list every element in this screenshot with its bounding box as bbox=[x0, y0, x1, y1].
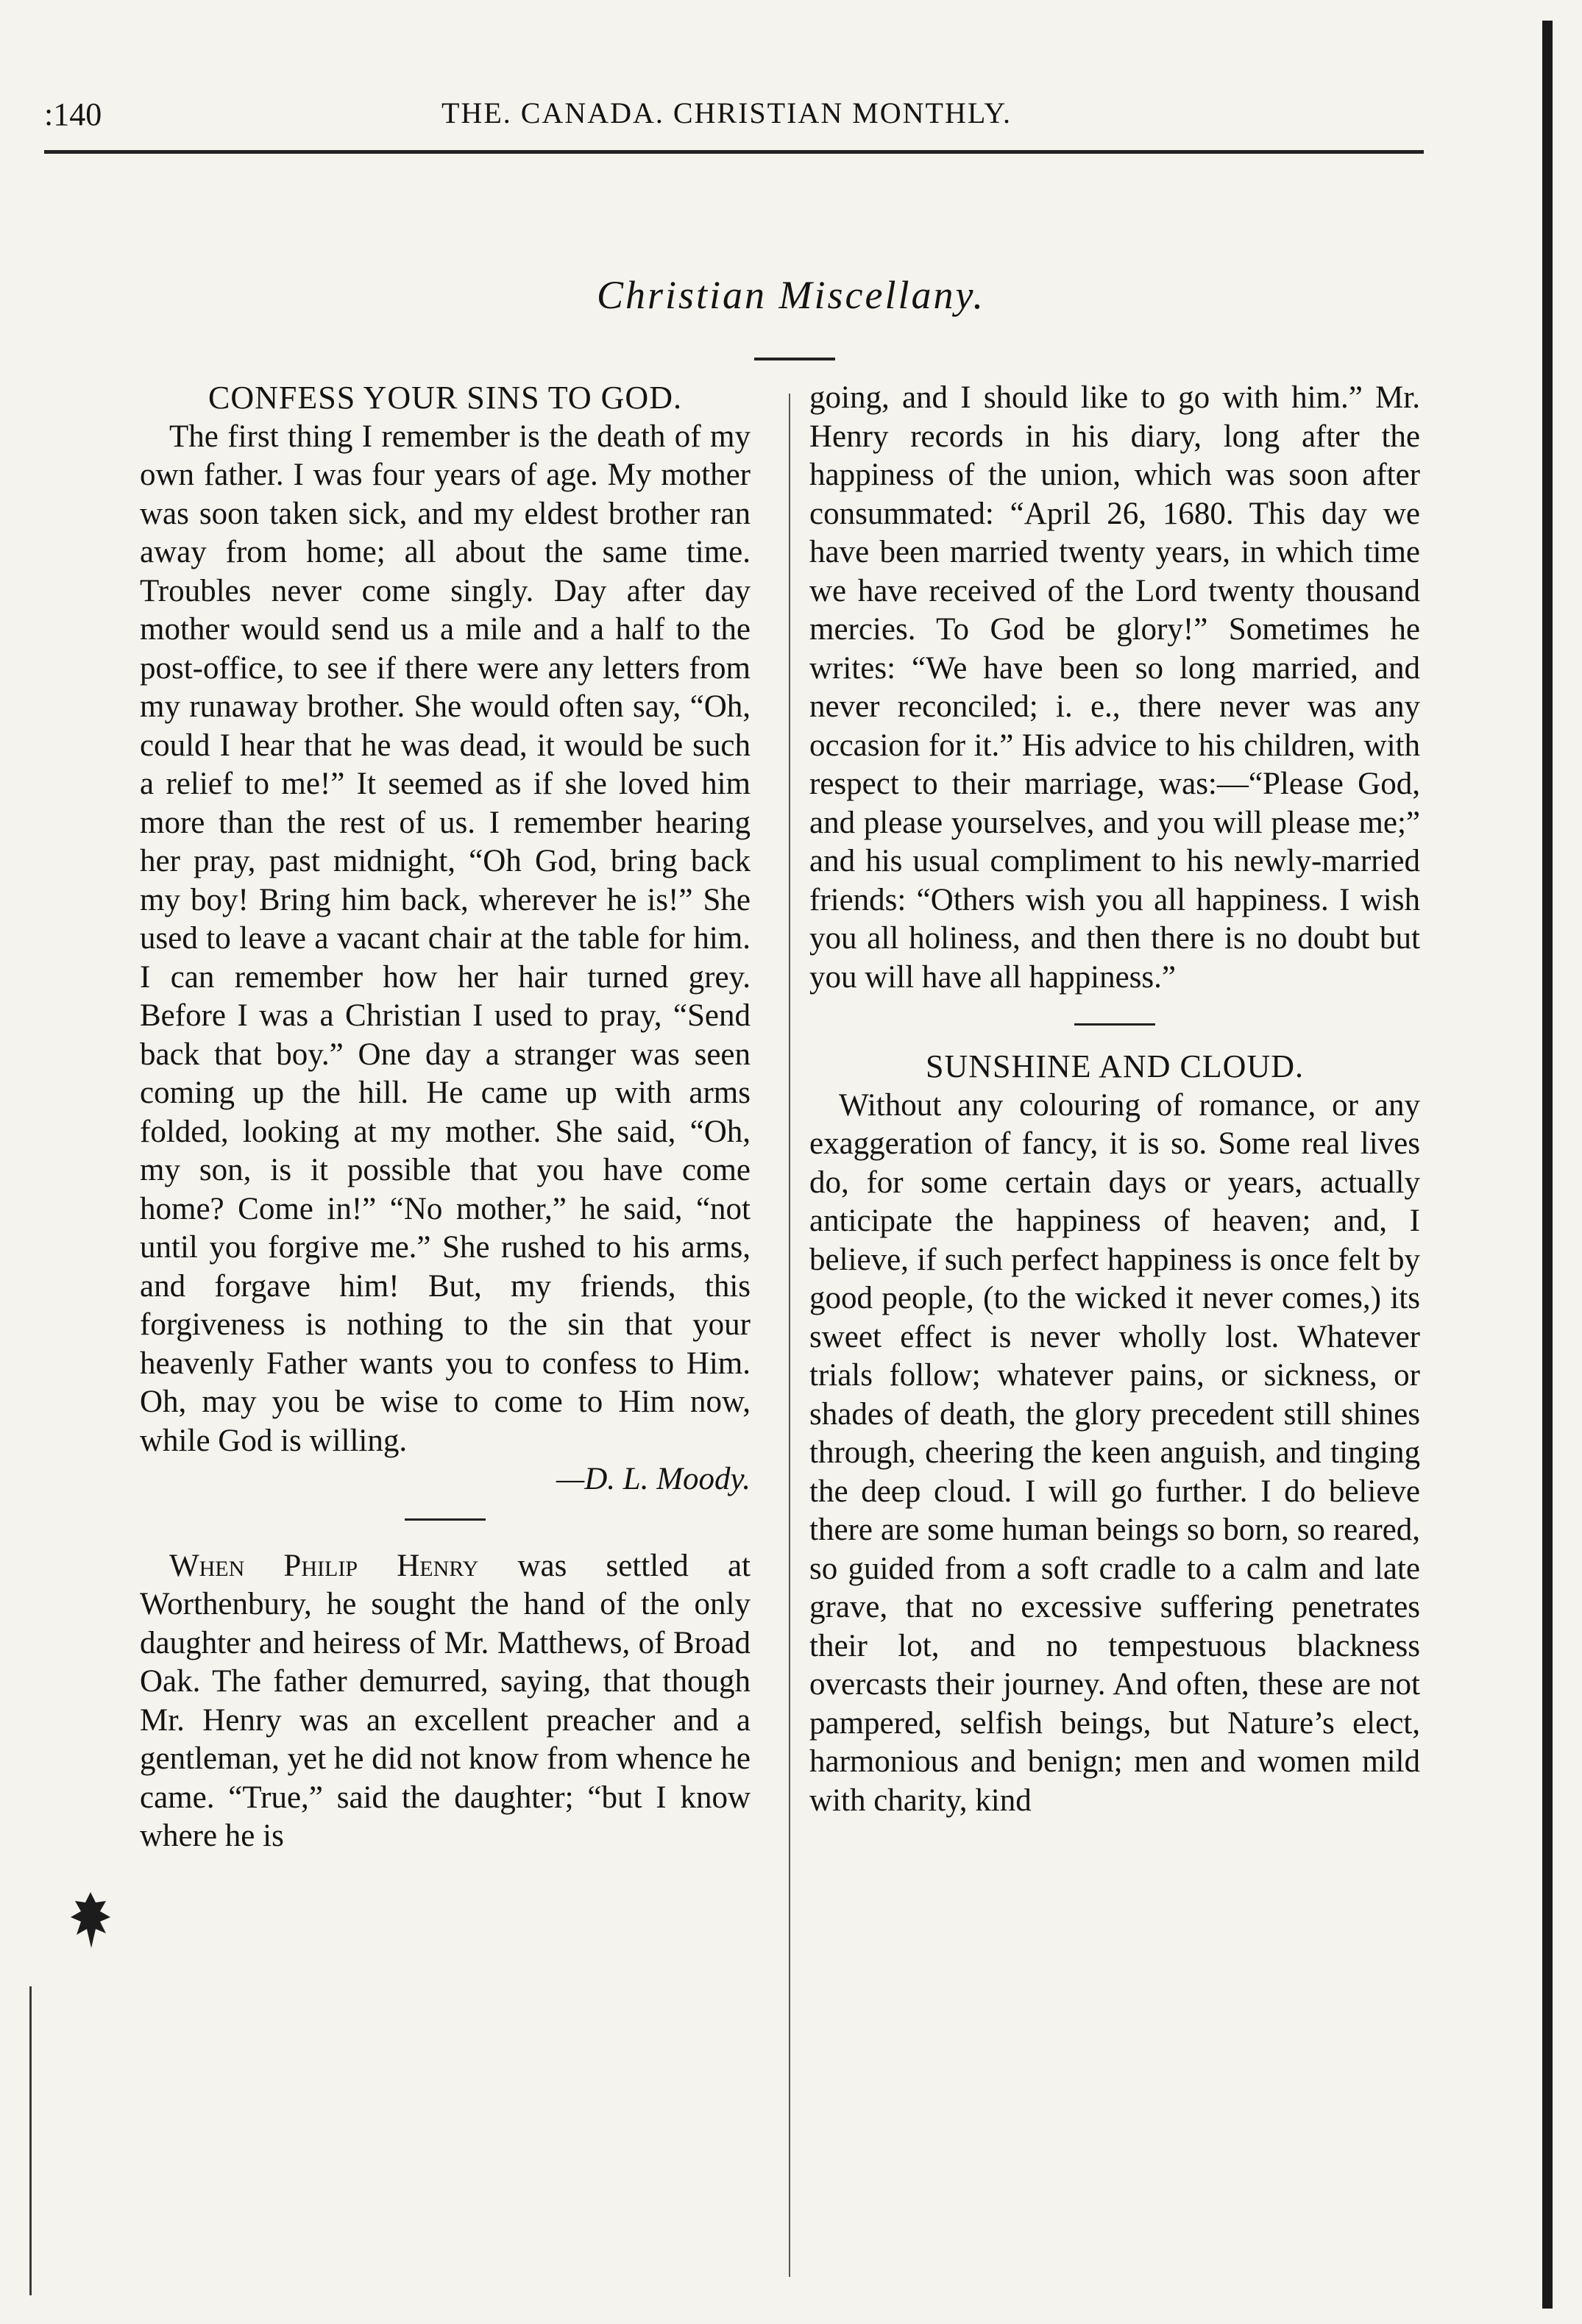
section-title: Christian Miscellany. bbox=[597, 273, 985, 317]
ink-blot bbox=[69, 1891, 112, 1950]
page-edge-border bbox=[1542, 21, 1553, 2309]
article-text-henry-left: was settled at Worthenbury, he sought the hand of the only daughter and heiress of Mr. Matthews, of Broad Oak. The father demurred, saying, that though Mr. Henry was an excellent preacher and a gentleman, yet he did not know from whence he came. “True,” said the daughter; “but I know where he is bbox=[140, 1548, 751, 1853]
margin-rule bbox=[29, 1986, 32, 2295]
title-rule bbox=[754, 358, 835, 360]
left-column bbox=[140, 379, 751, 1856]
article-heading-confess: CONFESS YOUR SINS TO GOD. bbox=[208, 380, 682, 416]
page-number: :140 bbox=[44, 96, 102, 132]
header-rule bbox=[44, 150, 1424, 154]
right-column bbox=[809, 379, 1420, 1820]
column-divider bbox=[789, 394, 790, 2277]
article-heading-sunshine: SUNSHINE AND CLOUD. bbox=[925, 1048, 1305, 1084]
article-body-henry-left bbox=[140, 1547, 751, 1856]
page-header bbox=[44, 96, 1427, 140]
article-body-henry-right: going, and I should like to go with him.” Mr. Henry records in his diary, long after the happiness of the union, which was soon after consummated: “April 26, 1680. This day we have been married twenty years, in which time we have received of the Lord twenty thousand mercies. To God be glory!” Sometimes he writes: “We have been so long married, and never reconciled; i. e., there never was any occasion for it.” His advice to his children, with respect to their marriage, was:—“Please God, and please yourselves, and you will please me;” and his usual compliment to his newly-married friends: “Others wish you all happiness. I wish you all holiness, and then there is no doubt but you will have all happiness.” bbox=[809, 380, 1420, 995]
running-title: THE. CANADA. CHRISTIAN MONTHLY. bbox=[441, 96, 1012, 129]
article-body-sunshine: Without any colouring of romance, or any exaggeration of fancy, it is so. Some real lives do, for some certain days or years, actually anticipate the happiness of heaven; and, I believe, if such perfect happiness is once felt by good people, (to the wicked it never comes,) its sweet effect is never wholly lost. Whatever trials follow; whatever pains, or sickness, or shades of death, the glory precedent still shines through, cheering the keen anguish, and tinging the deep cloud. I will go further. I do believe there are some human beings so born, so reared, so guided from a soft cradle to a calm and late grave, that no excessive suffering penetrates their lot, and no tempestuous blackness overcasts their journey. And often, these are not pampered, selfish beings, but Nature’s elect, harmonious and benign; men and women mild with charity, kind bbox=[809, 1087, 1420, 1818]
article-body-confess: The first thing I remember is the death of my own father. I was four years of age. My mother was soon taken sick, and my eldest brother ran away from home; all about the same time. Troubles never come singly. Day after day mother would send us a mile and a half to the post-office, to see if there were any letters from my runaway brother. She would often say, “Oh, could I hear that he was dead, it would be such a relief to me!” It seemed as if she loved him more than the rest of us. I remember hearing her pray, past midnight, “Oh God, bring back my boy! Bring him back, wherever he is!” She used to leave a vacant chair at the table for him. I can remember how her hair turned grey. Before I was a Christian I used to pray, “Send back that boy.” One day a stranger was seen coming up the hill. He came up with arms folded, looking at my mother. She said, “Oh, my son, is it possible that you have come home? Come in!” “No mother,” he said, “not until you forgive me.” She rushed to his arms, and forgave him! But, my friends, this forgiveness is nothing to the sin that your heavenly Father wants you to confess to Him. Oh, may you be wise to come to Him now, while God is willing. bbox=[140, 419, 751, 1458]
article-signature: —D. L. Moody. bbox=[556, 1462, 751, 1496]
article-lead-henry: When Philip Henry bbox=[169, 1548, 479, 1583]
